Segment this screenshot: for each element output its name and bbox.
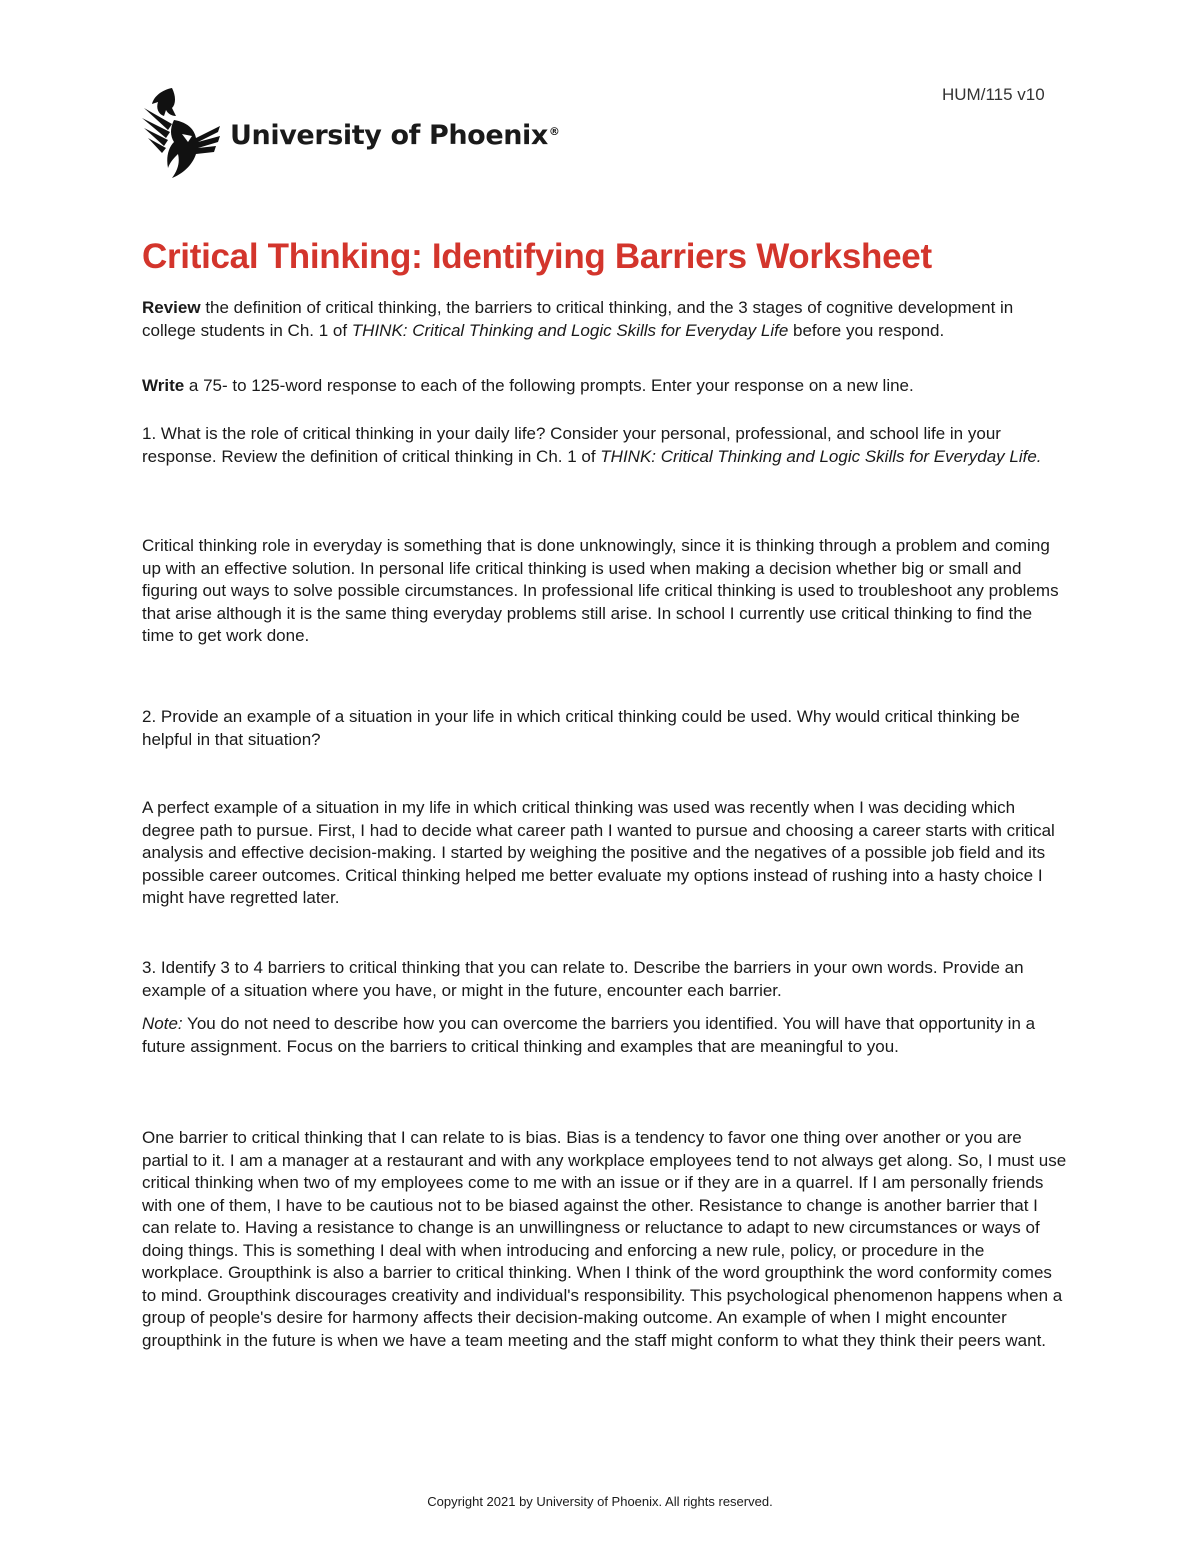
question-1-prompt: 1. What is the role of critical thinking in your daily life? Consider your personal, professional, and school life in your response. Review the definition of critical thinking in Ch. 1 of THINK: Critical Thinking and Logic Skills for Everyday Life. [142, 424, 1042, 466]
intro-review: Review the definition of critical thinking, the barriers to critical thinking, and the 3 stages of cognitive development in college students in Ch. 1 of THINK: Critical Thinking and Logic Skills for Everyday Life before you respond. [142, 298, 1014, 340]
phoenix-bird-icon [142, 86, 222, 180]
page-title: Critical Thinking: Identifying Barriers Worksheet [142, 237, 932, 276]
logo-wordmark: University of Phoenix® [230, 119, 560, 151]
intro-write: Write a 75- to 125-word response to each of the following prompts. Enter your response on a new line. [142, 376, 914, 395]
question-3-note: Note: You do not need to describe how you can overcome the barriers you identified. You will have that opportunity in a future assignment. Focus on the barriers to critical thinking and examples that are meaningful to you. [142, 1014, 1036, 1056]
question-2-answer: A perfect example of a situation in my life in which critical thinking was used was recently when I was deciding which degree path to pursue. First, I had to decide what career path I wanted to pursue and choosing a career starts with critical analysis and effective decision-making. I started by weighing the positive and the negatives of a possible job field and its possible career outcomes. Critical thinking helped me better evaluate my options instead of rushing into a hasty choice I might have regretted later. [142, 798, 1055, 907]
question-3-answer: One barrier to critical thinking that I can relate to is bias. Bias is a tendency to favor one thing over another or you are partial to it. I am a manager at a restaurant and with any workplace employees tend to not always get along. So, I must use critical thinking when two of my employees come to me with an issue or if they are in a quarrel. If I am personally friends with one of them, I have to be cautious not to be biased against the other. Resistance to change is another barrier that I can relate to. Having a resistance to change is an unwillingness or reluctance to adapt to new circumstances or ways of doing things. This is something I deal with when introducing and enforcing a new rule, policy, or procedure in the workplace. Groupthink is also a barrier to critical thinking. When I think of the word groupthink the word conformity comes to mind. Groupthink discourages creativity and individual's responsibility. This psychological phenomenon happens when a group of people's desire for harmony affects their decision-making outcome. An example of when I might encounter groupthink in the future is when we have a team meeting and the staff might conform to what they think their peers want. [142, 1128, 1067, 1350]
copyright-footer: Copyright 2021 by University of Phoenix. All rights reserved. [427, 1494, 773, 1509]
university-logo [142, 86, 560, 180]
question-3-prompt: 3. Identify 3 to 4 barriers to critical thinking that you can relate to. Describe the barriers in your own words. Provide an example of a situation where you have, or might in the future, encounter each barrier. [142, 958, 1024, 1000]
question-1-answer: Critical thinking role in everyday is something that is done unknowingly, since it is thinking through a problem and coming up with an effective solution. In personal life critical thinking is used when making a decision whether big or small and figuring out ways to solve possible circumstances. In professional life critical thinking is used to troubleshoot any problems that arise although it is the same thing everyday problems still arise. In school I currently use critical thinking to find the time to get work done. [142, 536, 1059, 645]
course-code: HUM/115 v10 [942, 85, 1045, 104]
question-2-prompt: 2. Provide an example of a situation in your life in which critical thinking could be used. Why would critical thinking be helpful in that situation? [142, 707, 1020, 749]
